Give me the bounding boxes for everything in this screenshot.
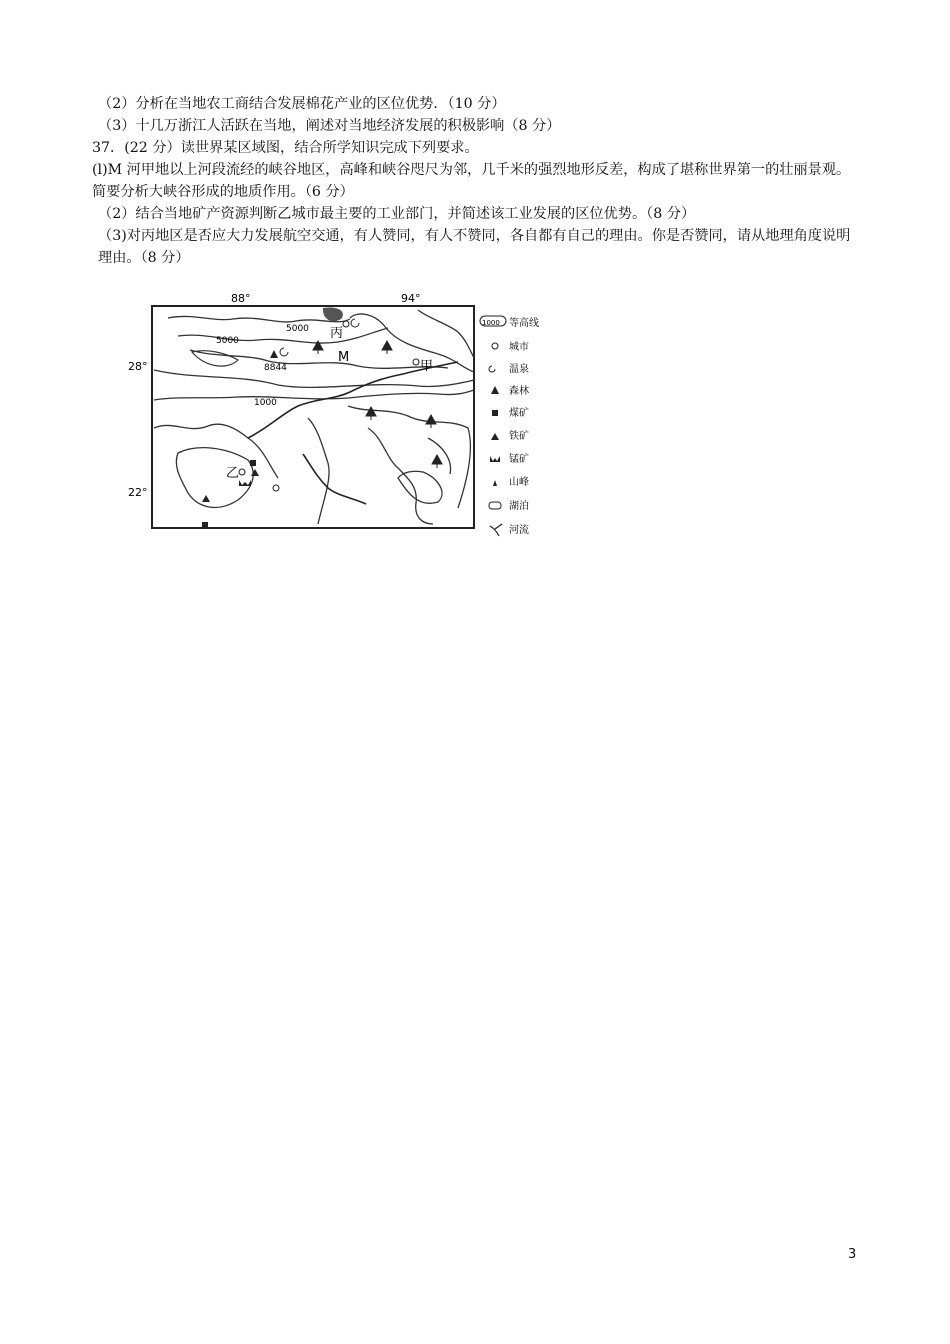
map-legend — [480, 316, 539, 536]
question-37-part-3: （3)对丙地区是否应大力发展航空交通，有人赞同，有人不赞同，各自都有自己的理由。你是否赞同，请从地理角度说明理由。（8 分） — [98, 228, 851, 266]
question-3-prev: （3）十几万浙江人活跃在当地，阐述对当地经济发展的积极影响（8 分） — [98, 118, 561, 134]
legend-label: 山峰 — [509, 477, 529, 488]
legend-label: 等高线 — [509, 318, 539, 329]
legend-label: 铁矿 — [509, 431, 529, 442]
manganese-mine-icon — [490, 456, 500, 462]
legend-label: 湖泊 — [509, 501, 529, 512]
question-37-part-2: （2）结合当地矿产资源判断乙城市最主要的工业部门，并简述该工业发展的区位优势。（8 分） — [98, 206, 696, 222]
region-map-figure — [118, 288, 598, 560]
latitude-label: 28° — [128, 360, 148, 373]
peak-icon — [493, 480, 497, 486]
city-icon — [492, 343, 498, 349]
longitude-label: 88° — [231, 292, 251, 305]
place-label-yi: 乙 — [226, 466, 240, 481]
coal-mine-icon — [250, 460, 256, 466]
question-37-heading: 37．(22 分）读世界某区域图，结合所学知识完成下列要求。 — [92, 140, 479, 156]
place-label-jia: 甲 — [420, 359, 434, 374]
region-map — [118, 288, 598, 560]
map-frame — [152, 306, 474, 528]
longitude-label: 94° — [401, 292, 421, 305]
forest-icon — [491, 386, 499, 394]
legend-label: 河流 — [509, 525, 529, 536]
iron-mine-icon — [491, 433, 499, 440]
legend-label: 煤矿 — [509, 408, 529, 419]
legend-label: 城市 — [509, 342, 529, 353]
coal-mine-icon — [492, 410, 498, 416]
legend-label: 森林 — [509, 386, 529, 397]
legend-contour-sample: 1000 — [482, 319, 500, 327]
place-label-bing: 丙 — [330, 326, 344, 341]
contour-label: 1000 — [254, 398, 277, 408]
river-icon — [490, 524, 502, 536]
legend-label: 温泉 — [509, 364, 529, 375]
question-text — [92, 93, 864, 269]
lake-icon — [489, 502, 501, 509]
question-2-prev: （2）分析在当地农工商结合发展棉花产业的区位优势．（10 分） — [98, 96, 506, 112]
question-37-part-1: (l)M 河甲地以上河段流经的峡谷地区，高峰和峡谷咫尺为邻，几千米的强烈地形反差，构成了堪称世界第一的壮丽景观。简要分析大峡谷形成的地质作用。（6 分） — [92, 162, 851, 200]
contour-label: 5000 — [286, 324, 309, 334]
page-number: 3 — [848, 1247, 857, 1262]
latitude-label: 22° — [128, 486, 148, 499]
coal-mine-icon — [202, 522, 208, 528]
river-label-m: M — [338, 350, 350, 365]
legend-label: 锰矿 — [509, 454, 529, 465]
contour-label: 5000 — [216, 336, 239, 346]
hot-spring-icon — [489, 366, 495, 372]
peak-elevation-label: 8844 — [264, 363, 287, 373]
